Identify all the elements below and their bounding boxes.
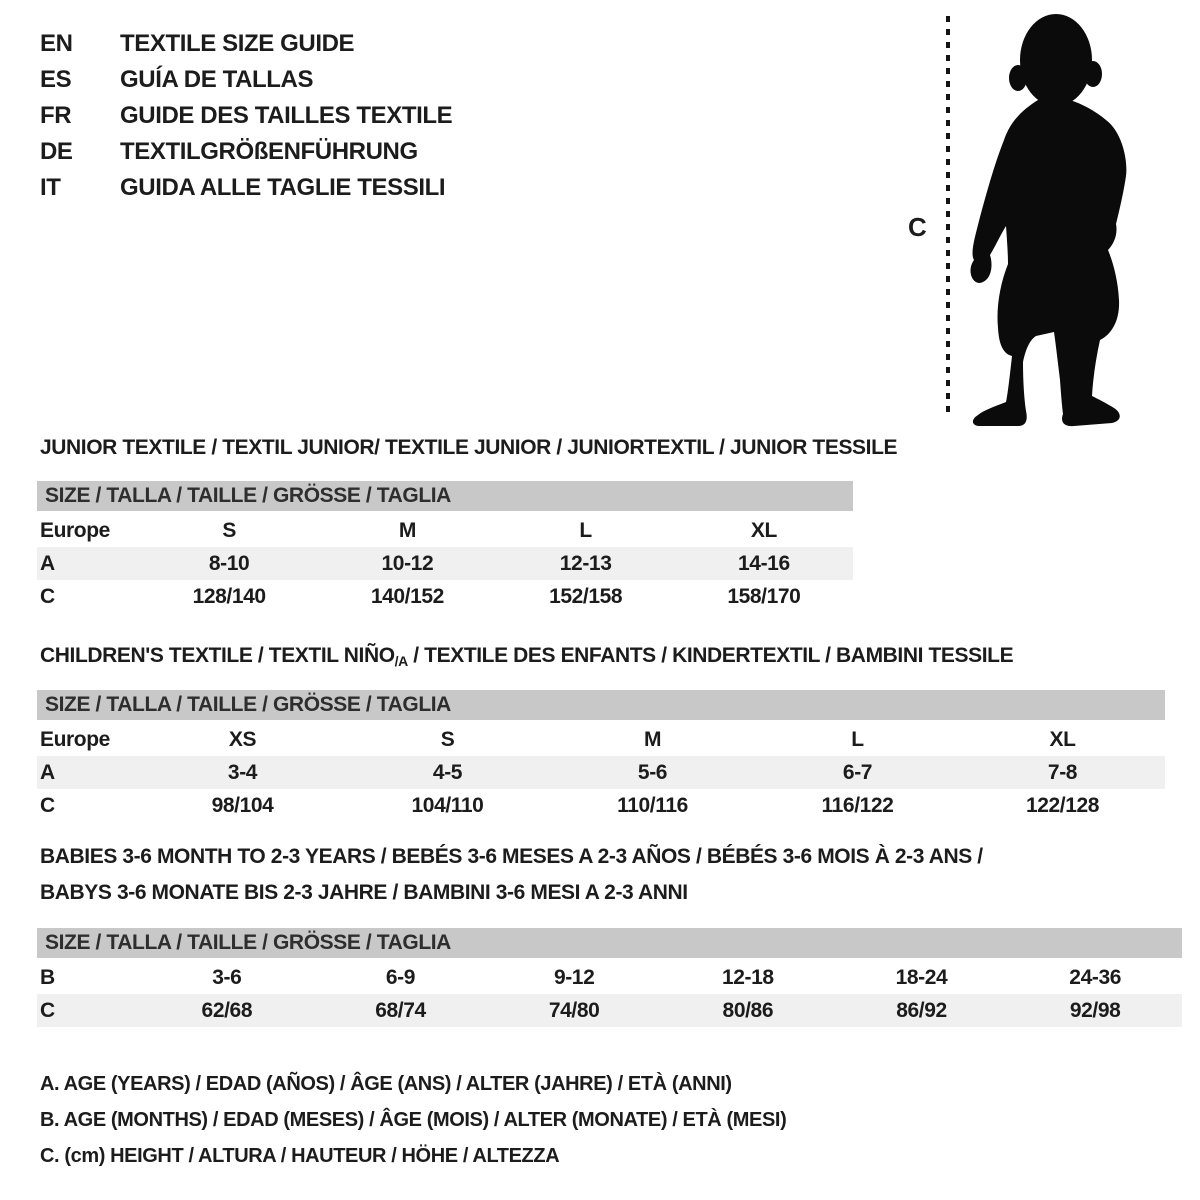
table-cell: 128/140 bbox=[192, 585, 266, 608]
language-row-fr bbox=[40, 98, 452, 134]
table-cell: 6-9 bbox=[385, 966, 416, 989]
table-cell: 18-24 bbox=[895, 966, 948, 989]
table-cell: 104/110 bbox=[411, 794, 484, 817]
language-list bbox=[40, 26, 452, 206]
children-title-part2: / TEXTILE DES ENFANTS / KINDERTEXTIL / BAMBINI TESSILE bbox=[407, 644, 1014, 667]
table-cell: 158/170 bbox=[727, 585, 801, 608]
legend-line-a: A. AGE (YEARS) / EDAD (AÑOS) / ÂGE (ANS) / ALTER (JAHRE) / ETÀ (ANNI) bbox=[40, 1073, 732, 1095]
language-row-en bbox=[40, 26, 452, 62]
row-label: C bbox=[40, 999, 55, 1022]
table-cell: 152/158 bbox=[549, 585, 623, 608]
row-label: A bbox=[40, 761, 55, 784]
table-cell: 7-8 bbox=[1047, 761, 1078, 784]
table-row-a bbox=[37, 756, 1165, 789]
table-cell: 10-12 bbox=[381, 552, 434, 575]
table-cell: 116/122 bbox=[821, 794, 894, 817]
column-header: S bbox=[440, 728, 455, 751]
row-label: B bbox=[40, 966, 55, 989]
table-cell: 14-16 bbox=[738, 552, 790, 575]
table-cell: 9-12 bbox=[553, 966, 595, 989]
height-dashed-line bbox=[946, 16, 950, 416]
table-cell: 5-6 bbox=[637, 761, 668, 784]
table-cell: 86/92 bbox=[896, 999, 947, 1022]
language-row-es bbox=[40, 62, 452, 98]
column-header: L bbox=[851, 728, 864, 751]
row-label: C bbox=[40, 794, 55, 817]
size-header-bar: SIZE / TALLA / TAILLE / GRÖSSE / TAGLIA bbox=[37, 481, 853, 511]
table-cell: 3-4 bbox=[227, 761, 258, 784]
table-cell: 80/86 bbox=[722, 999, 774, 1022]
table-cell: 3-6 bbox=[212, 966, 242, 989]
row-label: A bbox=[40, 552, 55, 575]
toddler-right-ear bbox=[1084, 61, 1102, 87]
children-title-subscript: /A bbox=[394, 653, 408, 669]
language-row-it bbox=[40, 170, 452, 206]
toddler-silhouette-icon bbox=[966, 12, 1141, 427]
legend-line-c: C. (cm) HEIGHT / ALTURA / HAUTEUR / HÖHE / ALTEZZA bbox=[40, 1145, 560, 1167]
table-cell: 68/74 bbox=[375, 999, 426, 1022]
table-row-c bbox=[37, 994, 1182, 1027]
column-header: Europe bbox=[40, 728, 110, 751]
table-row-b bbox=[37, 961, 1182, 994]
language-code: ES bbox=[40, 66, 72, 93]
column-header: XL bbox=[1049, 728, 1076, 751]
language-title: GUÍA DE TALLAS bbox=[120, 66, 314, 93]
language-title: TEXTILGRÖßENFÜHRUNG bbox=[120, 138, 418, 165]
language-code: DE bbox=[40, 138, 73, 165]
size-header-bar: SIZE / TALLA / TAILLE / GRÖSSE / TAGLIA bbox=[37, 928, 1182, 958]
row-label: C bbox=[40, 585, 55, 608]
language-title: GUIDE DES TAILLES TEXTILE bbox=[120, 102, 453, 129]
table-cell: 12-13 bbox=[559, 552, 612, 575]
children-title-part1: CHILDREN'S TEXTILE / TEXTIL NIÑO bbox=[40, 644, 395, 667]
table-cell: 140/152 bbox=[370, 585, 444, 608]
table-row-a bbox=[37, 547, 853, 580]
column-header: XL bbox=[750, 519, 777, 542]
table-cell: 110/116 bbox=[617, 794, 688, 817]
table-cell: 12-18 bbox=[721, 966, 774, 989]
table-cell: 24-36 bbox=[1069, 966, 1122, 989]
table-row-c bbox=[37, 789, 1165, 822]
legend-line-b: B. AGE (MONTHS) / EDAD (MESES) / ÂGE (MOIS) / ALTER (MONATE) / ETÀ (MESI) bbox=[40, 1109, 787, 1131]
table-cell: 6-7 bbox=[842, 761, 873, 784]
table-cell: 122/128 bbox=[1025, 794, 1100, 817]
language-code: EN bbox=[40, 30, 73, 57]
junior-section-title: JUNIOR TEXTILE / TEXTIL JUNIOR/ TEXTILE JUNIOR / JUNIORTEXTIL / JUNIOR TESSILE bbox=[40, 436, 898, 459]
legend bbox=[40, 1066, 786, 1174]
table-cell: 8-10 bbox=[208, 552, 250, 575]
children-size-table bbox=[37, 690, 1165, 822]
language-title: TEXTILE SIZE GUIDE bbox=[120, 30, 355, 57]
column-header: Europe bbox=[40, 519, 110, 542]
height-measure-label: C bbox=[908, 212, 927, 242]
junior-size-table bbox=[37, 481, 853, 613]
table-cell: 62/68 bbox=[201, 999, 253, 1022]
table-row-c bbox=[37, 580, 853, 613]
table-cell: 4-5 bbox=[432, 761, 463, 784]
table-cell: 92/98 bbox=[1069, 999, 1121, 1022]
column-header: S bbox=[222, 519, 236, 542]
table-cell: 98/104 bbox=[211, 794, 274, 817]
column-header: XS bbox=[228, 728, 257, 751]
size-header-bar: SIZE / TALLA / TAILLE / GRÖSSE / TAGLIA bbox=[37, 690, 1165, 720]
language-title: GUIDA ALLE TAGLIE TESSILI bbox=[120, 174, 446, 201]
language-row-de bbox=[40, 134, 452, 170]
column-header: M bbox=[398, 519, 416, 542]
table-header-row bbox=[37, 514, 853, 547]
table-header-row bbox=[37, 723, 1165, 756]
toddler-head bbox=[1020, 14, 1092, 106]
babies-section-title-line1: BABIES 3-6 MONTH TO 2-3 YEARS / BEBÉS 3-6 MESES A 2-3 AÑOS / BÉBÉS 3-6 MOIS À 2-3 ANS / bbox=[40, 845, 983, 868]
babies-size-table bbox=[37, 928, 1182, 1027]
toddler-left-ear bbox=[1009, 65, 1027, 91]
column-header: L bbox=[579, 519, 592, 542]
toddler-body bbox=[971, 100, 1127, 426]
table-cell: 74/80 bbox=[548, 999, 600, 1022]
babies-section-title-line2: BABYS 3-6 MONATE BIS 2-3 JAHRE / BAMBINI 3-6 MESI A 2-3 ANNI bbox=[40, 881, 688, 904]
language-code: FR bbox=[40, 102, 72, 129]
children-section-title bbox=[40, 644, 1013, 669]
column-header: M bbox=[643, 728, 662, 751]
language-code: IT bbox=[40, 174, 61, 201]
